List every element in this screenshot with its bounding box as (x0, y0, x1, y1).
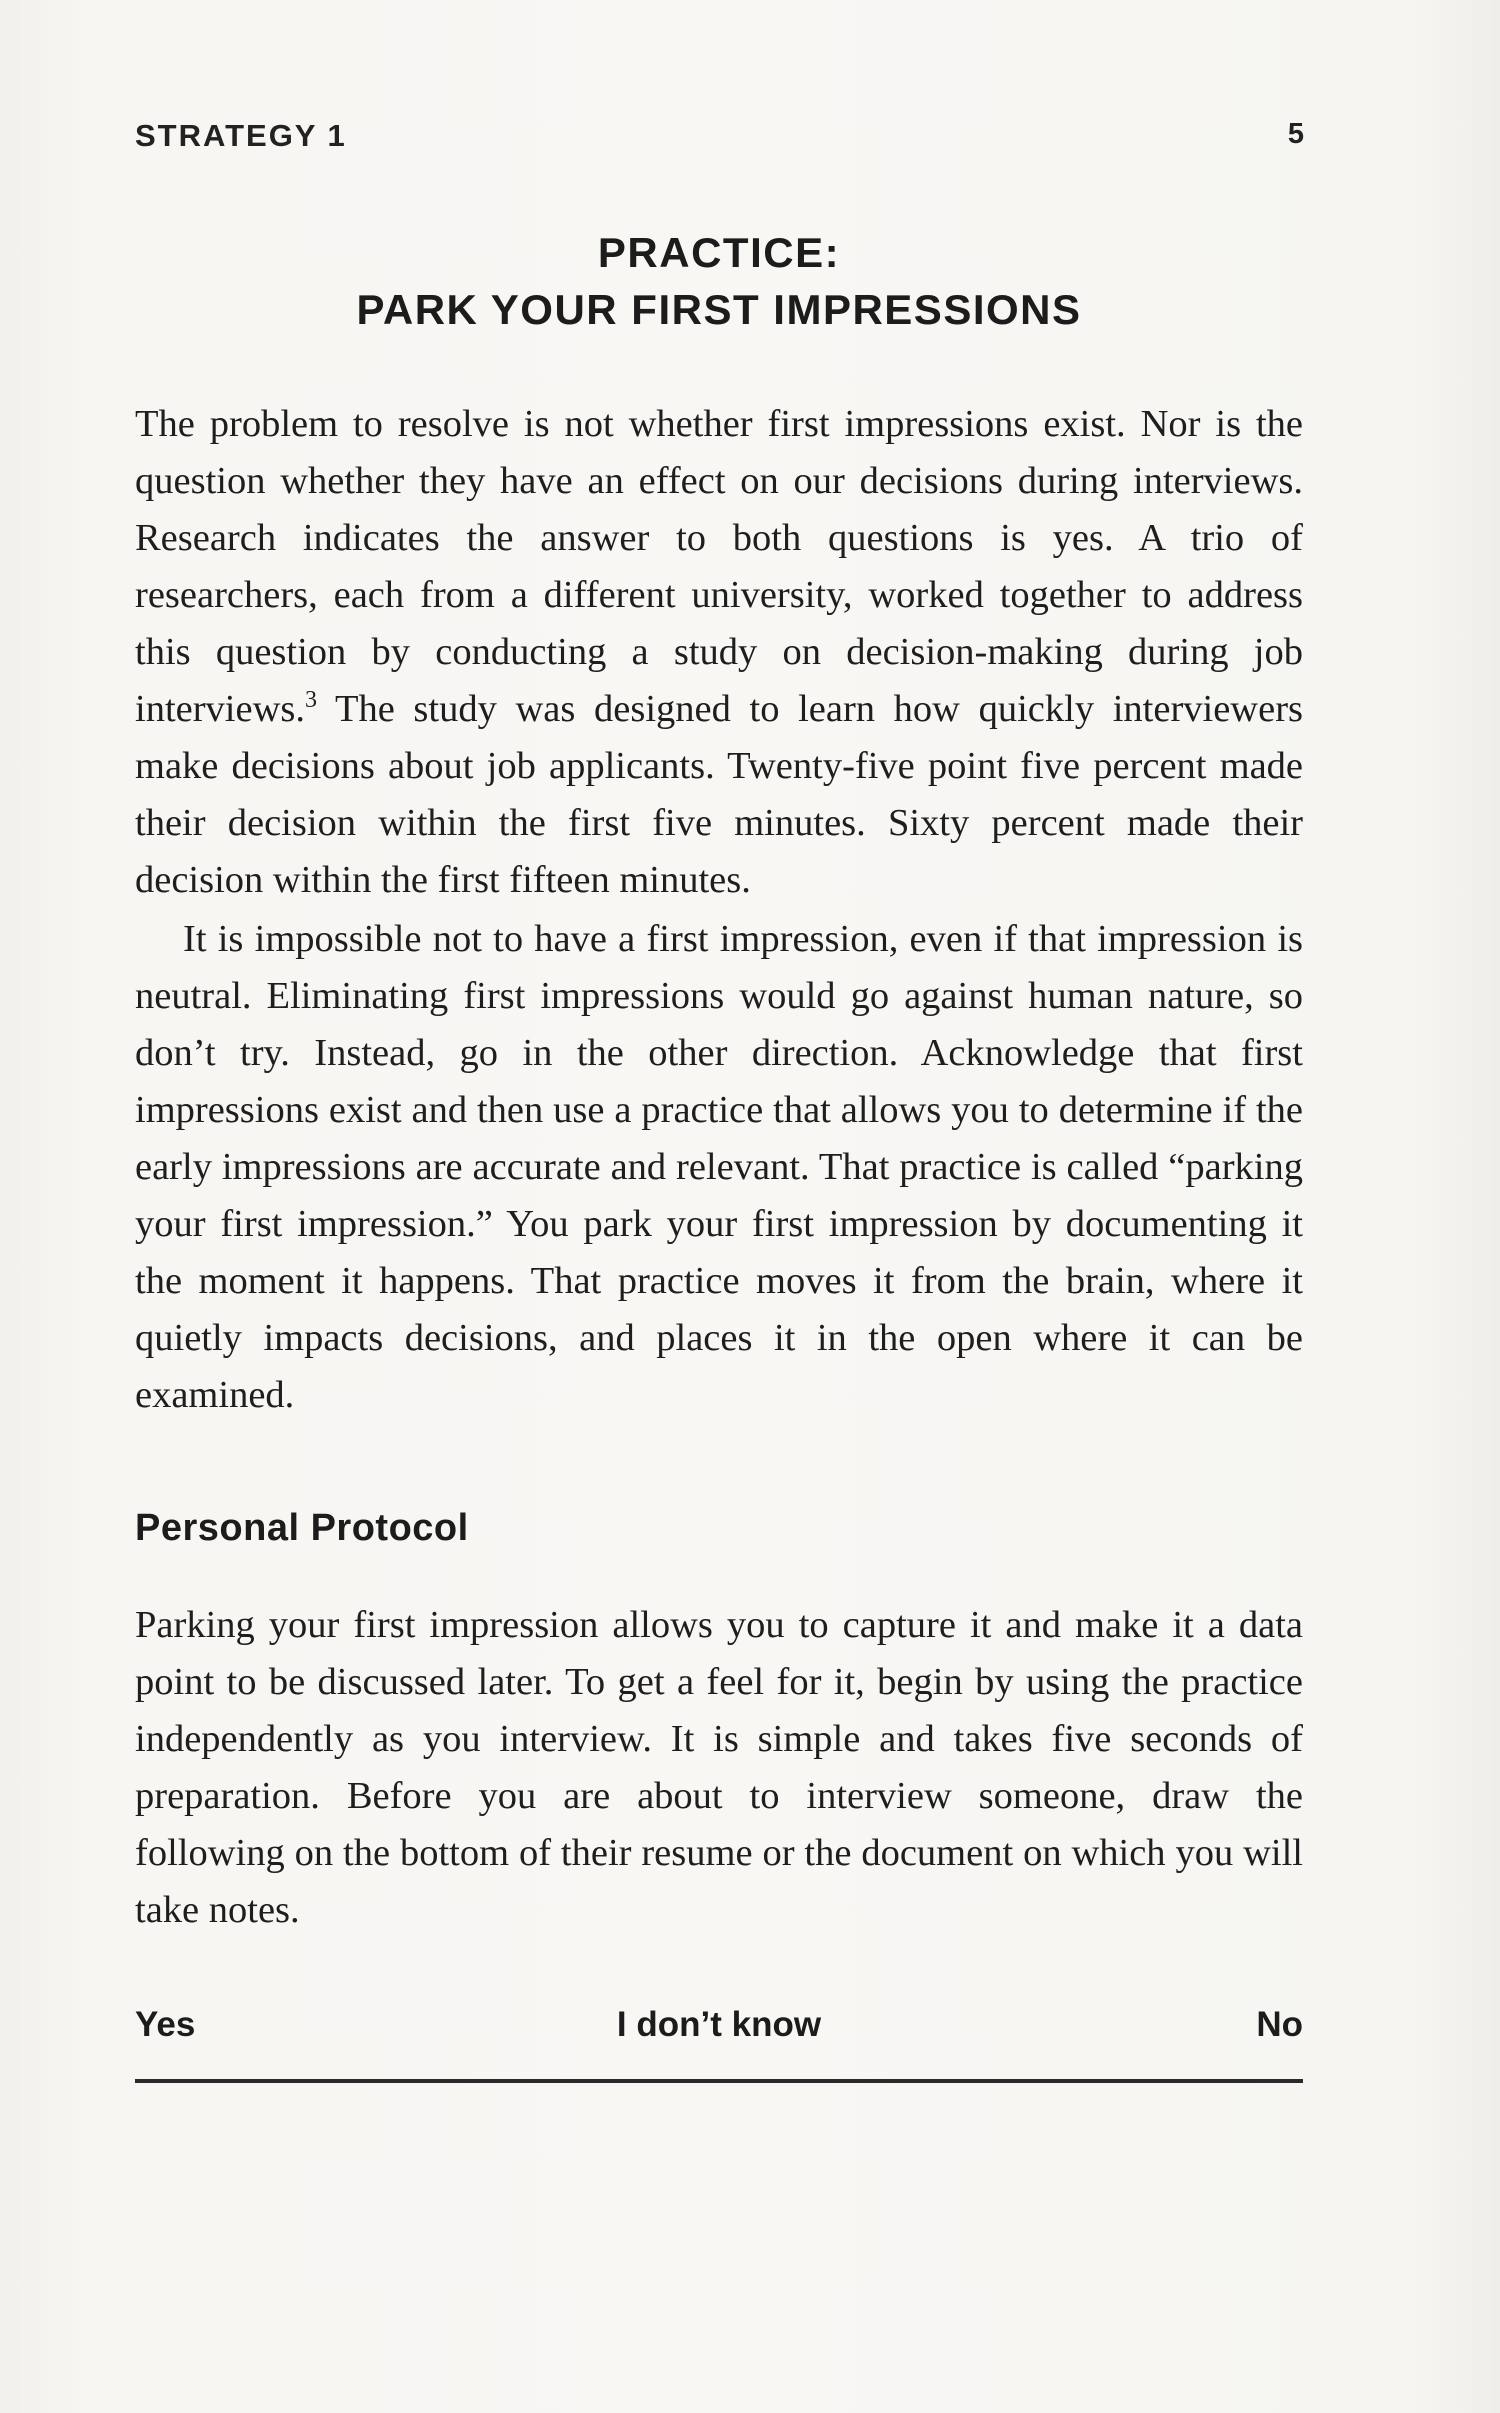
page-number: 5 (1287, 118, 1304, 150)
scale-line (135, 2079, 1303, 2083)
paragraph-2: It is impossible not to have a first impression, even if that impression is neutral. Eliminating first impressions would go against human nature, so don’t try. Instead, go in the other direction. Acknowledge that first impressions exist and then use a practice that allows you to determine if the early impressions are accurate and relevant. That practice is called “parking your first impression.” You park your first impression by documenting it the moment it happens. That practice moves it from the brain, where it quietly impacts decisions, and places it in the open where it can be examined. (135, 918, 1303, 1416)
scale-label-yes: Yes (135, 2005, 196, 2044)
scale-label-no: No (1256, 2005, 1303, 2044)
running-head: STRATEGY 1 (135, 118, 347, 153)
section-title-line-2: PARK YOUR FIRST IMPRESSIONS (356, 286, 1082, 333)
paragraph-1-text-b: The study was designed to learn how quickly interviewers make decisions about job applicants. Twenty-five point five percent made their decision within the first five minutes. Sixty percent made their decision within the first fifteen minutes. (135, 688, 1303, 901)
scale-label-i-dont-know: I don’t know (616, 2005, 822, 2044)
subheading-personal-protocol: Personal Protocol (135, 1507, 469, 1549)
impression-scale (135, 2005, 1303, 2085)
footnote-reference: 3 (305, 687, 317, 714)
paragraph-3: Parking your first impression allows you to capture it and make it a data point to be discussed later. To get a feel for it, begin by using the practice independently as you interview. It is simple and takes five seconds of preparation. Before you are about to interview someone, draw the following on the bottom of their resume or the document on which you will take notes. (135, 1604, 1303, 1931)
paragraph-1 (135, 396, 1303, 909)
section-title-line-1: PRACTICE: (597, 229, 841, 276)
paragraph-1-text-a: The problem to resolve is not whether first impressions exist. Nor is the question whether they have an effect on our decisions during interviews. Research indicates the answer to both questions is yes. A trio of researchers, each from a different university, worked together to address this question by conducting a study on decision-making during job interviews. (135, 403, 1303, 730)
